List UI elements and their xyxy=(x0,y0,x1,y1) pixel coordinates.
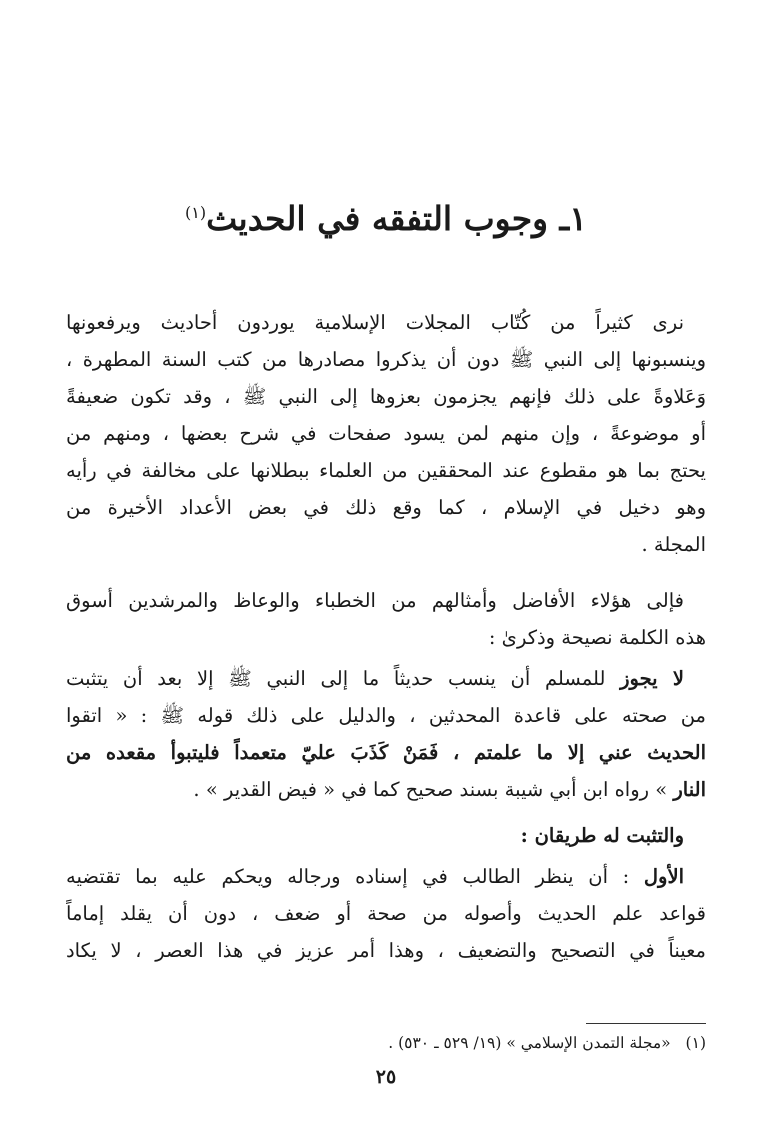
text-line xyxy=(66,771,706,808)
text-line: قواعد علم الحديث وأصوله من صحة أو ضعف ، دون أن يقلد إماماً xyxy=(66,902,706,925)
text-line xyxy=(66,660,706,697)
text-line: معيناً في التصحيح والتضعيف ، وهذا أمر عزيز في هذا العصر ، لا يكاد xyxy=(66,939,706,962)
footnote xyxy=(66,1028,706,1058)
paragraph-1 xyxy=(66,304,706,563)
text-line xyxy=(66,858,706,895)
chapter-title-text: وجوب التفقه في الحديث xyxy=(206,199,549,238)
text-segment: للمسلم أن ينسب حديثاً ما إلى النبي ﷺ إلا بعد أن يتثبت xyxy=(66,667,621,690)
chapter-number: ١ـ xyxy=(559,199,587,238)
text-line: وينسبونها إلى النبي ﷺ دون أن يذكروا مصادرها من كتب السنة المطهرة ، xyxy=(66,348,706,371)
text-line: هذه الكلمة نصيحة وذكرىٰ : xyxy=(488,626,706,649)
text-line: وهو دخيل في الإسلام ، كما وقع ذلك في بعض الأعداد الأخيرة من xyxy=(66,496,706,519)
text-segment: : أن ينظر الطالب في إسناده ورجاله ويحكم عليه بما تقتضيه xyxy=(66,865,644,888)
bold-phrase: النار xyxy=(673,778,706,801)
paragraph-5 xyxy=(66,858,706,969)
paragraph-3 xyxy=(66,660,706,808)
bold-phrase: لا يجوز xyxy=(620,667,684,690)
footnote-number: (١) xyxy=(685,1034,706,1052)
bold-phrase: الأول xyxy=(643,865,684,888)
text-line: يحتج بما هو مقطوع عند المحققين من العلماء ببطلانها على مخالفة في رأيه xyxy=(66,459,706,482)
text-line: نرى كثيراً من كُتّاب المجلات الإسلامية يوردون أحاديث ويرفعونها xyxy=(66,311,684,334)
text-segment: » رواه ابن أبي شيبة بسند صحيح كما في « فيض القدير » . xyxy=(193,778,674,801)
footnote-separator xyxy=(586,1023,706,1024)
text-line: أو موضوعةً ، وإن منهم لمن يسود صفحات في شرح بعضها ، ومنهم من xyxy=(66,422,706,445)
text-line: فإلى هؤلاء الأفاضل وأمثالهم من الخطباء والوعاظ والمرشدين أسوق xyxy=(66,589,684,612)
text-line: من صحته على قاعدة المحدثين ، والدليل على ذلك قوله ﷺ : « اتقوا xyxy=(66,704,706,727)
text-line: والتثبت له طريقان : xyxy=(520,824,684,847)
paragraph-2 xyxy=(66,582,706,656)
page-number: ٢٥ xyxy=(375,1066,397,1088)
footnote-text: «مجلة التمدن الإسلامي » (١٩/ ٥٢٩ ـ ٥٣٠) . xyxy=(388,1034,671,1052)
hadith-text-line: الحديث عني إلا ما علمتم ، فَمَنْ كَذَبَ عليّ متعمداً فليتبوأ مقعده من xyxy=(66,741,706,764)
chapter-title xyxy=(0,188,772,244)
text-line: وَعَلاوةً على ذلك فإنهم يجزمون بعزوها إلى النبي ﷺ ، وقد تكون ضعيفةً xyxy=(66,385,706,408)
paragraph-4 xyxy=(66,817,706,854)
footnote-reference[interactable]: (١) xyxy=(185,203,207,222)
text-line: المجلة . xyxy=(641,533,706,556)
